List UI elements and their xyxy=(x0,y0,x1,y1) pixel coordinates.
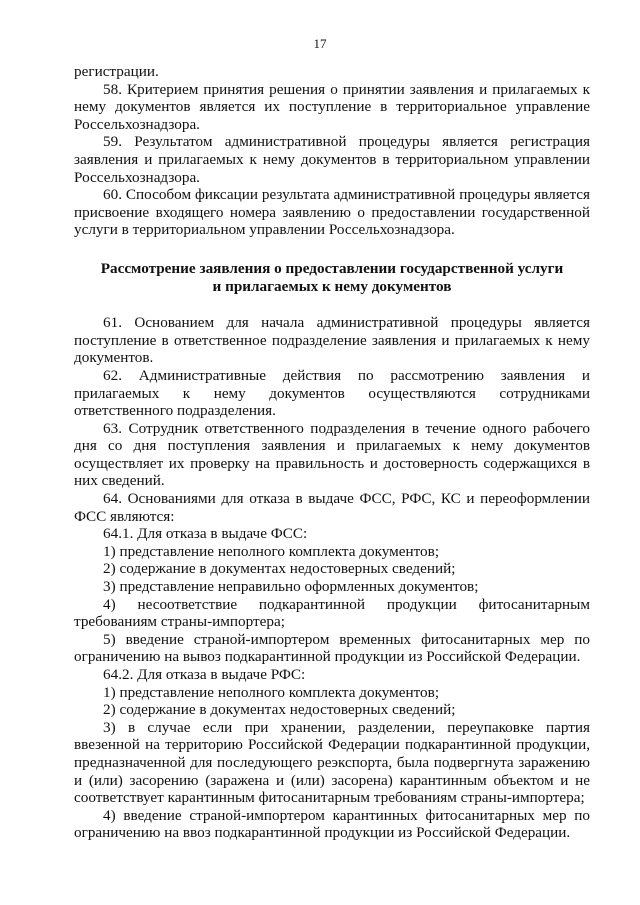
document-body xyxy=(74,63,590,842)
list-item-64-2-4: 4) введение страной-импортером карантинных фитосанитарных мер по ограничению на ввоз подкарантинной продукции из Российской Федерации. xyxy=(74,806,590,842)
paragraph-64: 64. Основаниями для отказа в выдаче ФСС, РФС, КС и переоформлении ФСС являются: xyxy=(74,490,590,525)
list-item-64-1-3: 3) представление неправильно оформленных документов; xyxy=(103,578,479,596)
list-item-64-2-3: 3) в случае если при хранении, разделении, переупаковке партия ввезенной на территорию Российской Федерации подкарантинной продукции, предназначенной для последующего реэкспорта, была подвергнута заражению и (или) засорению (заражена и (или) засорена) карантинным объектом и не соответствует карантинным фитосанитарным требованиям страны-импортера; xyxy=(74,718,590,807)
list-item-64-2-1: 1) представление неполного комплекта документов; xyxy=(103,683,440,701)
paragraph-60: 60. Способом фиксации результата административной процедуры является присвоение входящего номера заявлению о предоставлении государственной услуги в территориальном управлении Россельхознадзора. xyxy=(74,186,590,239)
list-item-64-1-2: 2) содержание в документах недостоверных сведений; xyxy=(103,560,456,578)
paragraph-62: 62. Административные действия по рассмотрению заявления и прилагаемых к нему документов осуществляются сотрудниками ответственного подразделения. xyxy=(74,366,590,420)
paragraph-continuation: регистрации. xyxy=(74,63,159,80)
paragraph-58: 58. Критерием принятия решения о принятии заявления и прилагаемых к нему документов является их поступление в территориальное управление Россельхознадзора. xyxy=(74,80,590,133)
list-item-64-1-4: 4) несоответствие подкарантинной продукции фитосанитарным требованиям страны-импортера; xyxy=(74,595,590,631)
section-heading xyxy=(74,260,590,295)
paragraph-64-1: 64.1. Для отказа в выдаче ФСС: xyxy=(103,525,308,543)
section-heading-line-2: и прилагаемых к нему документов xyxy=(212,277,452,295)
paragraph-61: 61. Основанием для начала административной процедуры является поступление в ответственное подразделение заявления и прилагаемых к нему документов. xyxy=(74,314,590,367)
list-item-64-1-5: 5) введение страной-импортером временных фитосанитарных мер по ограничению на вывоз подкарантинной продукции из Российской Федерации. xyxy=(74,630,590,666)
list-item-64-2-2: 2) содержание в документах недостоверных сведений; xyxy=(103,701,456,719)
paragraph-63: 63. Сотрудник ответственного подразделения в течение одного рабочего дня со дня поступления заявления и прилагаемых к нему документов осуществляет их проверку на правильность и достоверность содержащихся в них сведений. xyxy=(74,419,590,490)
list-item-64-1-1: 1) представление неполного комплекта документов; xyxy=(103,542,440,560)
section-heading-line-1: Рассмотрение заявления о предоставлении государственной услуги xyxy=(100,259,564,277)
paragraph-64-2: 64.2. Для отказа в выдаче РФС: xyxy=(103,666,306,683)
page-number: 17 xyxy=(313,36,327,51)
paragraph-59: 59. Результатом административной процедуры является регистрация заявления и прилагаемых к нему документов в территориальном управлении Россельхознадзора. xyxy=(74,133,590,186)
